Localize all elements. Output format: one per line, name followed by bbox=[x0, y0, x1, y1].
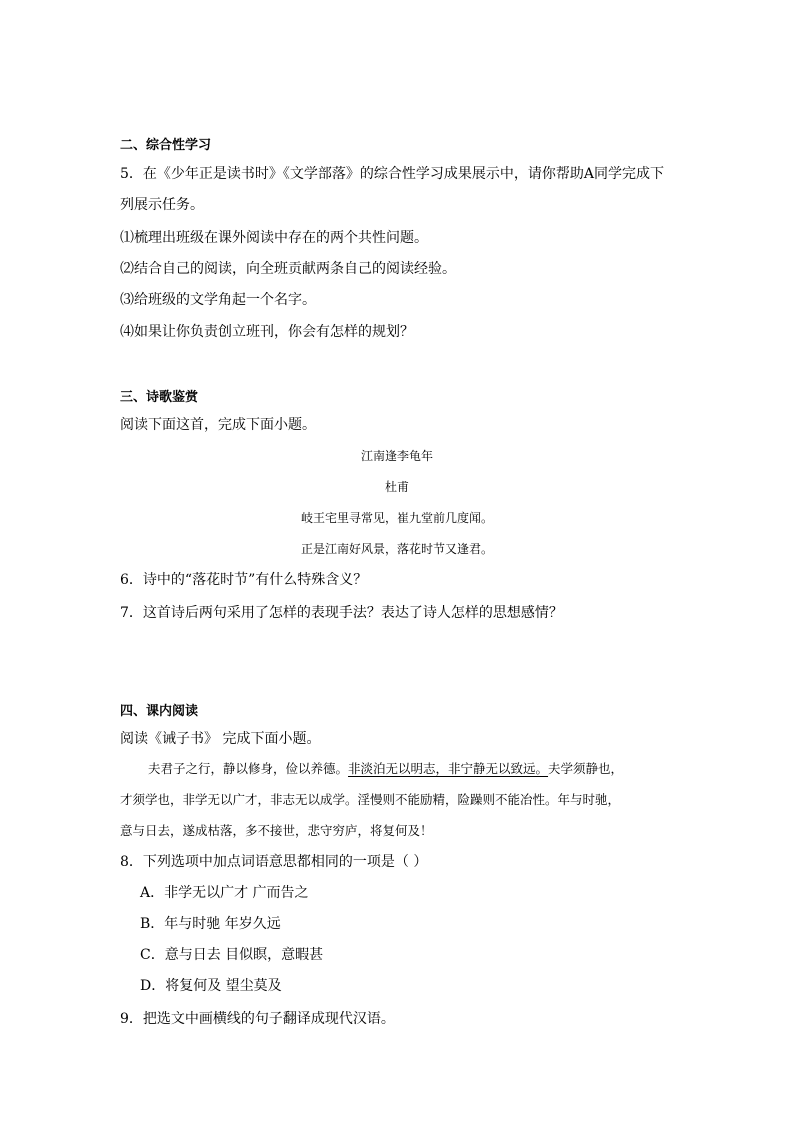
task-item-3: ⑶给班级的文学角起一个名字。 bbox=[120, 292, 316, 308]
poem-line-1: 岐王宅里寻常见，崔九堂前几度闻。 bbox=[300, 511, 493, 525]
section-heading-poetry-appreciation: 三、诗歌鉴赏 bbox=[120, 390, 199, 405]
question-5-line-2: 列展示任务。 bbox=[120, 197, 204, 213]
task-item-1: ⑴梳理出班级在课外阅读中存在的两个共性问题。 bbox=[120, 230, 428, 246]
task-item-4: ⑷如果让你负责创立班刊，你会有怎样的规划？ bbox=[120, 324, 414, 340]
question-9: 9．把选文中画横线的句子翻译成现代汉语。 bbox=[120, 1011, 395, 1027]
passage-line-1-end: 夫学须静也， bbox=[548, 761, 624, 776]
option-a: A．非学无以广才 广而告之 bbox=[140, 885, 309, 901]
poem-author: 杜甫 bbox=[384, 480, 409, 494]
question-8: 8．下列选项中加点词语意思都相同的一项是（ ） bbox=[120, 854, 428, 870]
reading-intro: 阅读《诫子书》 完成下面小题。 bbox=[120, 731, 321, 747]
poem-title: 江南逢李龟年 bbox=[360, 449, 433, 463]
poem-line-2: 正是江南好风景，落花时节又逢君。 bbox=[300, 542, 493, 556]
question-7: 7．这首诗后两句采用了怎样的表现手法？表达了诗人怎样的思想感情？ bbox=[120, 605, 563, 621]
passage-underlined-sentence: 非淡泊无以明志，非宁静无以致远。 bbox=[348, 761, 549, 776]
poetry-intro: 阅读下面这首，完成下面小题。 bbox=[120, 417, 316, 433]
option-c: C．意与日去 目似瞑，意暇甚 bbox=[140, 947, 324, 963]
passage-line-1 bbox=[148, 761, 623, 777]
question-6: 6．诗中的“落花时节”有什么特殊含义？ bbox=[120, 572, 368, 588]
option-b: B．年与时驰 年岁久远 bbox=[140, 916, 281, 932]
task-item-2: ⑵结合自己的阅读，向全班贡献两条自己的阅读经验。 bbox=[120, 261, 456, 277]
passage-line-1-start: 夫君子之行，静以修身，俭以养德。 bbox=[148, 761, 349, 776]
section-heading-classroom-reading: 四、课内阅读 bbox=[120, 704, 199, 719]
section-heading-comprehensive-learning: 二、综合性学习 bbox=[120, 138, 212, 153]
question-5-line-1: 5．在《少年正是读书时》《文学部落》的综合性学习成果展示中，请你帮助A同学完成下 bbox=[120, 166, 665, 182]
passage-line-3: 意与日去，遂成枯落，多不接世，悲守穷庐，将复何及！ bbox=[120, 823, 433, 838]
passage-line-2: 才须学也，非学无以广才，非志无以成学。淫慢则不能励精，险躁则不能冶性。年与时驰， bbox=[120, 792, 621, 807]
option-d: D．将复何及 望尘莫及 bbox=[140, 978, 282, 994]
